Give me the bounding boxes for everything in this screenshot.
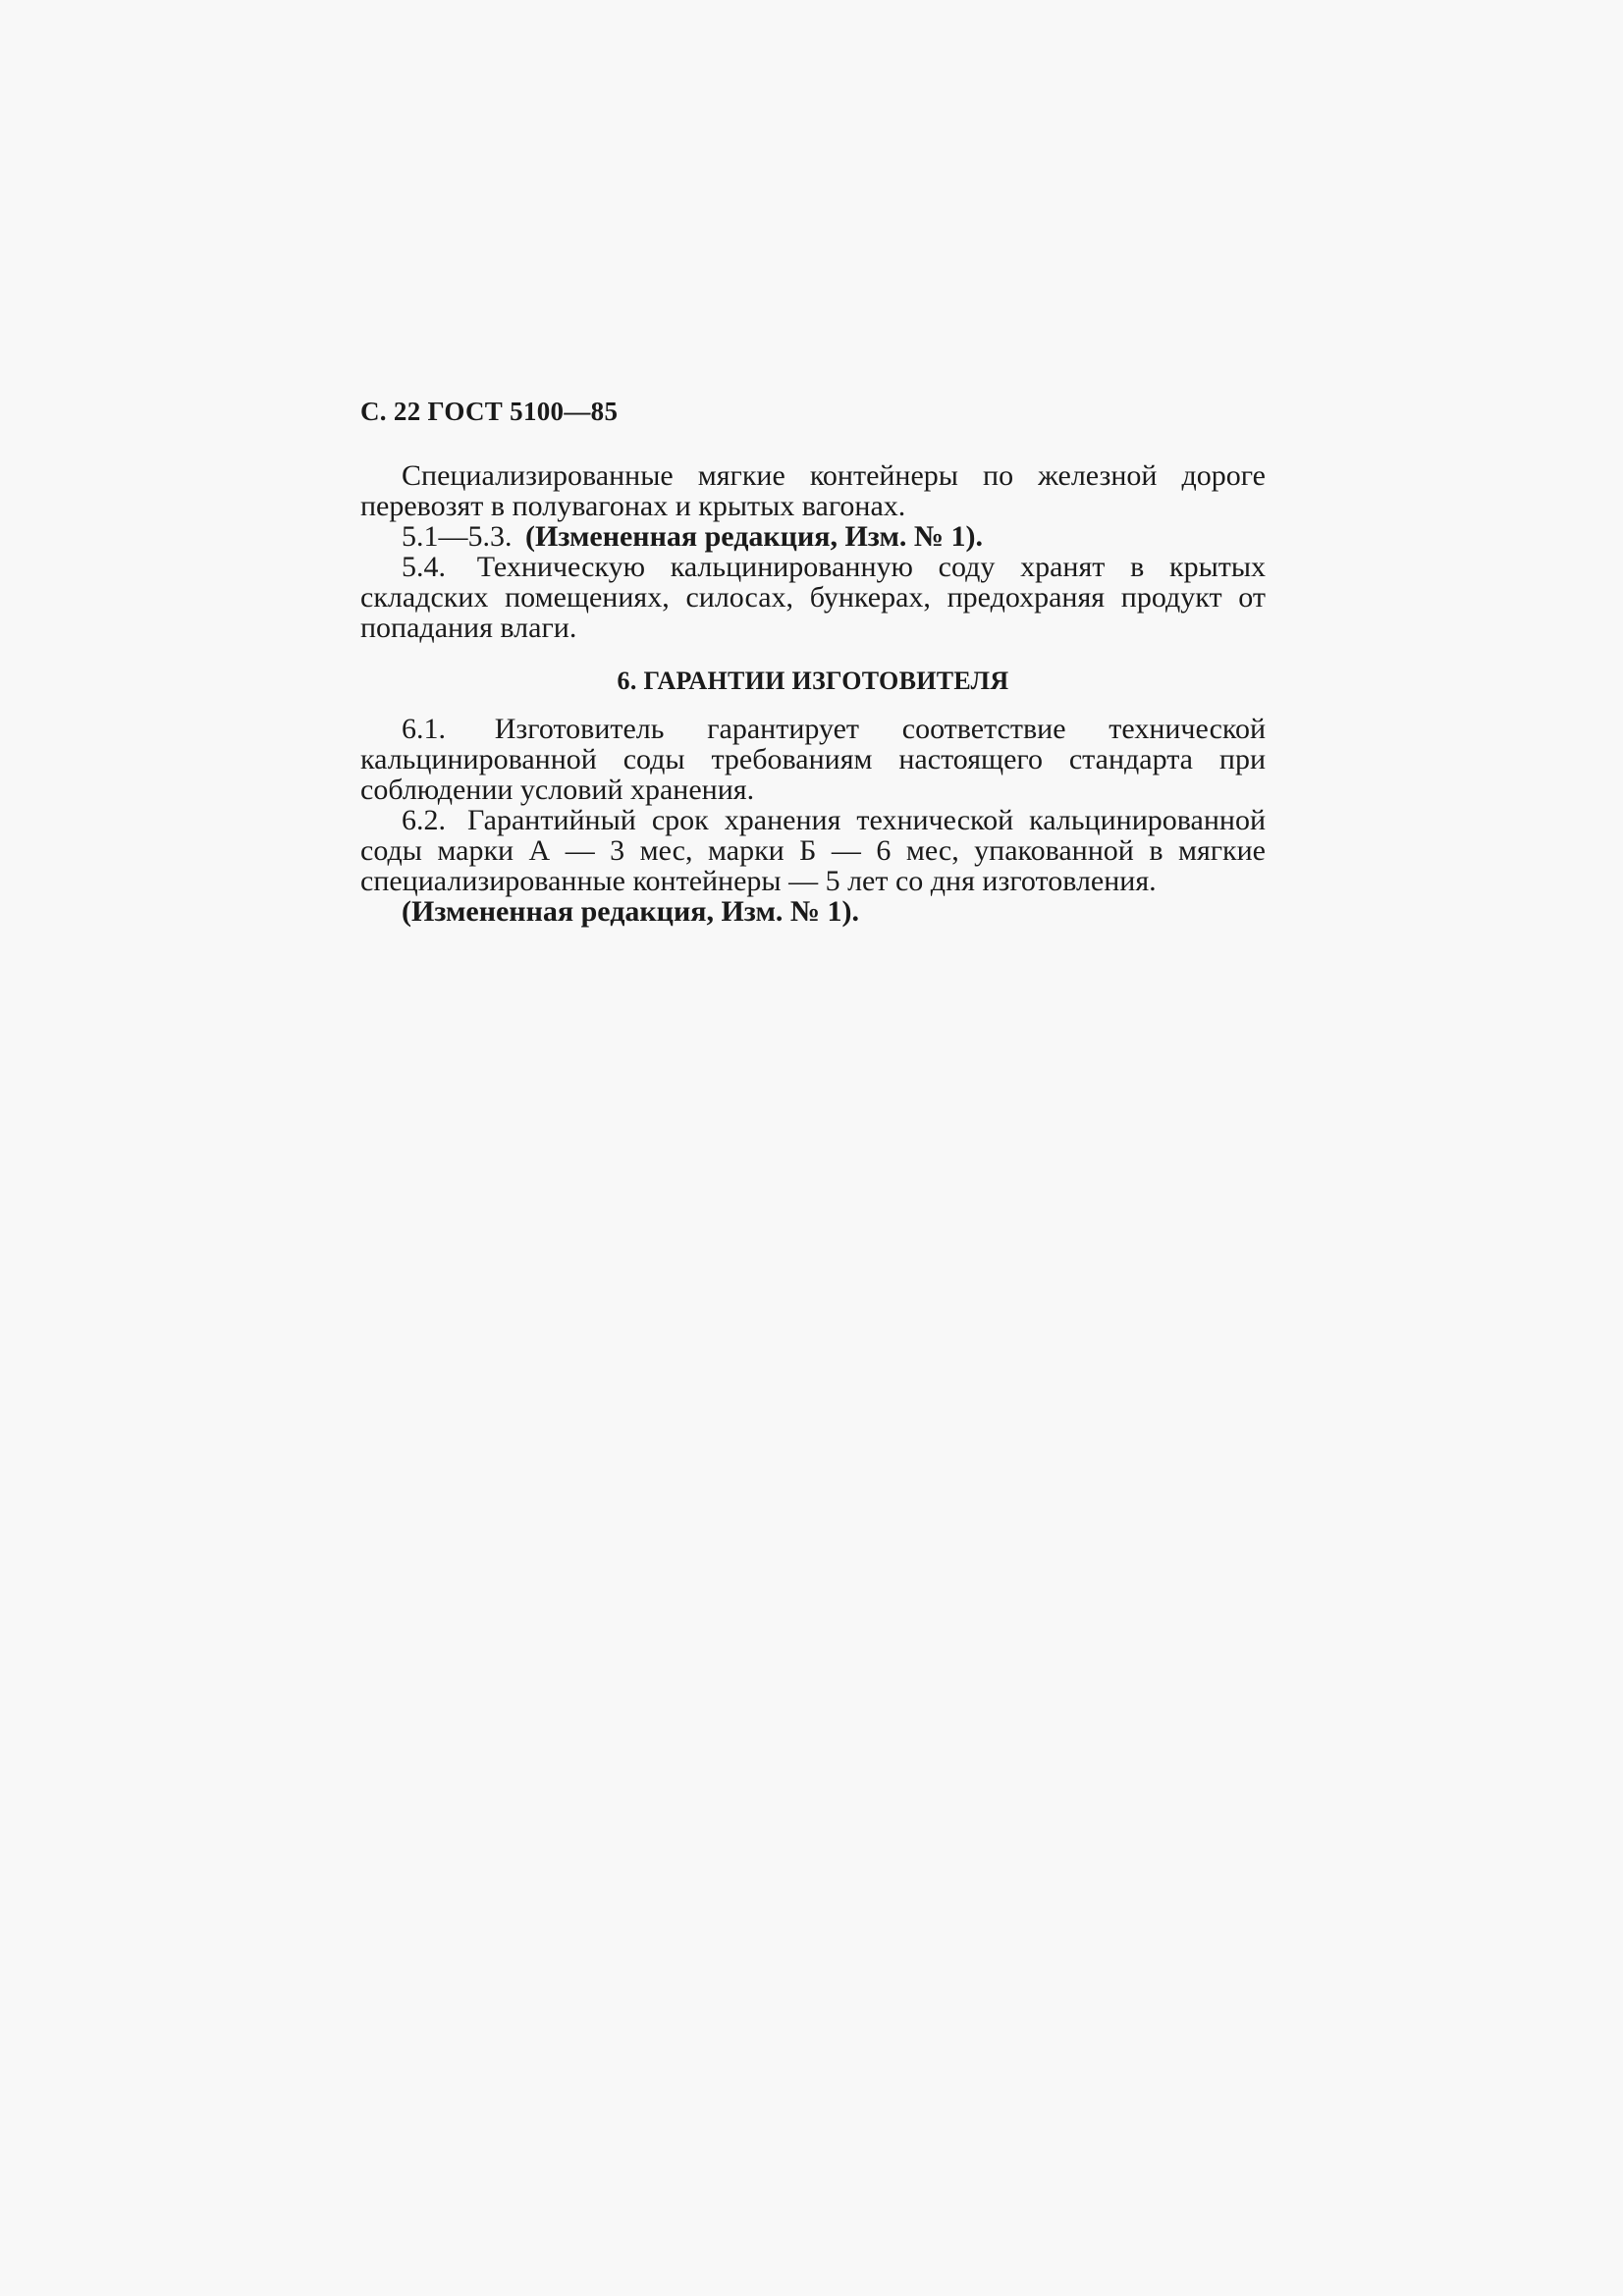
clause-number: 5.1—5.3. bbox=[402, 520, 513, 553]
paragraph-6-2 bbox=[360, 805, 1266, 896]
paragraph-containers-transport bbox=[360, 460, 1266, 521]
amendment-note: (Измененная редакция, Изм. № 1). bbox=[402, 895, 860, 928]
document-page bbox=[360, 395, 1266, 927]
paragraph-text: Гарантийный срок хранения технической кальцинированной соды марки А — 3 мес, марки Б — 6 мес, упакованной в мягкие специализированные контейнеры — 5 лет со дня изготовления. bbox=[360, 804, 1266, 897]
paragraph-5-1-5-3 bbox=[360, 521, 1266, 552]
page-header: С. 22 ГОСТ 5100—85 bbox=[360, 397, 619, 426]
paragraph-5-4 bbox=[360, 552, 1266, 643]
amendment-note: (Измененная редакция, Изм. № 1). bbox=[525, 520, 984, 553]
clause-number: 6.1. bbox=[402, 713, 446, 745]
paragraph-text: Изготовитель гарантирует соответствие технической кальцинированной соды требованиям настоящего стандарта при соблюдении условий хранения. bbox=[360, 713, 1267, 806]
clause-number: 6.2. bbox=[402, 804, 446, 836]
paragraph-text: Специализированные мягкие контейнеры по железной дороге перевозят в полувагонах и крытых вагонах. bbox=[360, 459, 1266, 522]
clause-number: 5.4. bbox=[402, 551, 446, 583]
section-title: 6. ГАРАНТИИ ИЗГОТОВИТЕЛЯ bbox=[617, 667, 1009, 695]
paragraph-text: Техническую кальцинированную соду хранят в крытых складских помещениях, силосах, бункерах, предохраняя продукт от попадания влаги. bbox=[360, 551, 1267, 644]
paragraph-6-1 bbox=[360, 714, 1266, 805]
paragraph-amendment-6 bbox=[360, 896, 1266, 927]
